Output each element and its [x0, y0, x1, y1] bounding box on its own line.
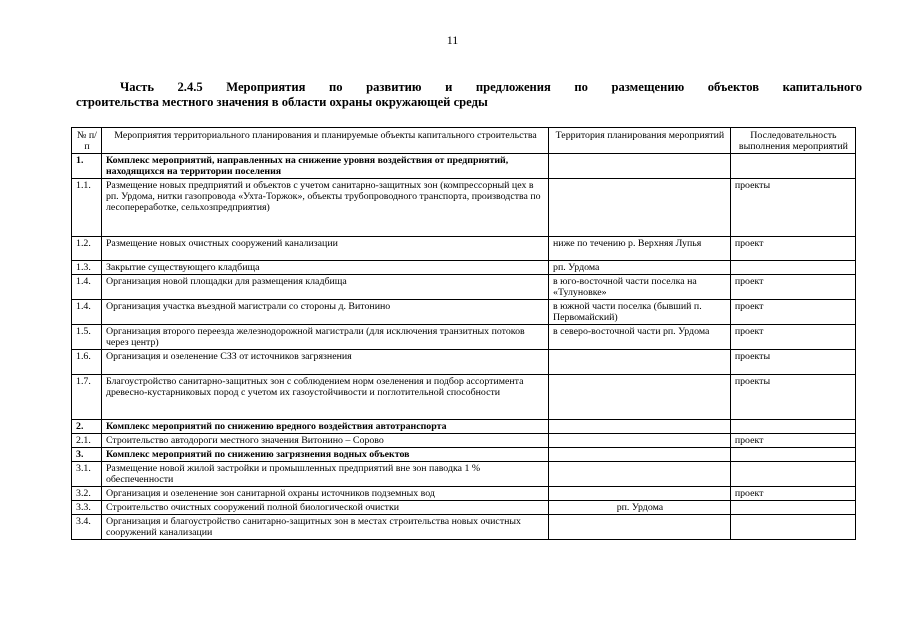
cell-territory: рп. Урдома — [549, 501, 731, 515]
cell-sequence: проект — [730, 325, 855, 350]
table-row — [72, 515, 856, 540]
cell-measure: Организация новой площадки для размещения кладбища — [101, 275, 548, 300]
table-row — [72, 448, 856, 462]
table-row — [72, 179, 856, 237]
cell-territory — [549, 350, 731, 375]
section-title — [76, 80, 862, 110]
cell-sequence: проекты — [730, 179, 855, 237]
cell-measure: Организация участка въездной магистрали со стороны д. Витонино — [101, 300, 548, 325]
cell-territory — [549, 154, 731, 179]
cell-num: 3.2. — [72, 487, 102, 501]
table-row — [72, 300, 856, 325]
cell-num: 1.2. — [72, 237, 102, 261]
measures-table — [71, 127, 856, 540]
cell-num: 2. — [72, 420, 102, 434]
header-measures: Мероприятия территориального планирования и планируемые объекты капитального строительства — [101, 128, 548, 154]
cell-sequence — [730, 420, 855, 434]
cell-num: 1.5. — [72, 325, 102, 350]
table-row — [72, 420, 856, 434]
cell-territory — [549, 434, 731, 448]
header-territory: Территория планирования мероприятий — [549, 128, 731, 154]
cell-measure: Комплекс мероприятий по снижению загрязнения водных объектов — [101, 448, 548, 462]
cell-measure: Организация второго переезда железнодорожной магистрали (для исключения транзитных потоков через центр) — [101, 325, 548, 350]
cell-sequence — [730, 261, 855, 275]
table-row — [72, 462, 856, 487]
table-row — [72, 501, 856, 515]
table-header-row — [72, 128, 856, 154]
cell-sequence — [730, 448, 855, 462]
cell-num: 1.4. — [72, 275, 102, 300]
cell-sequence — [730, 154, 855, 179]
page-number: 11 — [446, 33, 459, 47]
cell-measure: Организация и озеленение СЗЗ от источников загрязнения — [101, 350, 548, 375]
cell-measure: Строительство автодороги местного значения Витонино – Сорово — [101, 434, 548, 448]
cell-num: 1.4. — [72, 300, 102, 325]
table-row — [72, 375, 856, 420]
cell-sequence: проекты — [730, 375, 855, 420]
table-row — [72, 325, 856, 350]
cell-measure: Организация и благоустройство санитарно-защитных зон в местах строительства новых очистных сооружений канализации — [101, 515, 548, 540]
cell-territory — [549, 420, 731, 434]
cell-num: 1. — [72, 154, 102, 179]
cell-num: 3.4. — [72, 515, 102, 540]
table-row — [72, 275, 856, 300]
table-row — [72, 154, 856, 179]
cell-sequence: проект — [730, 487, 855, 501]
cell-measure: Организация и озеленение зон санитарной охраны источников подземных вод — [101, 487, 548, 501]
table-row — [72, 237, 856, 261]
cell-num: 1.7. — [72, 375, 102, 420]
cell-num: 2.1. — [72, 434, 102, 448]
cell-sequence: проект — [730, 300, 855, 325]
cell-territory: в южной части поселка (бывший п. Первомайский) — [549, 300, 731, 325]
cell-num: 3. — [72, 448, 102, 462]
cell-measure: Размещение новых предприятий и объектов с учетом санитарно-защитных зон (компрессорный цех в рп. Урдома, нитки газопровода «Ухта-Торжок», объекты трубопроводного транспорта, производства по лесопереработке, сельхозпредприятия) — [101, 179, 548, 237]
cell-territory: рп. Урдома — [549, 261, 731, 275]
header-num: № п/п — [72, 128, 102, 154]
table-row — [72, 434, 856, 448]
cell-territory — [549, 375, 731, 420]
cell-sequence: проекты — [730, 350, 855, 375]
cell-num: 3.3. — [72, 501, 102, 515]
cell-measure: Размещение новых очистных сооружений канализации — [101, 237, 548, 261]
cell-territory — [549, 462, 731, 487]
cell-measure: Закрытие существующего кладбища — [101, 261, 548, 275]
cell-measure: Комплекс мероприятий по снижению вредного воздействия автотранспорта — [101, 420, 548, 434]
cell-measure: Благоустройство санитарно-защитных зон с соблюдением норм озеленения и подбор ассортимента древесно-кустарниковых пород с учетом их газоустойчивости и поглотительной способности — [101, 375, 548, 420]
cell-sequence — [730, 515, 855, 540]
cell-sequence: проект — [730, 275, 855, 300]
cell-territory — [549, 515, 731, 540]
cell-num: 3.1. — [72, 462, 102, 487]
cell-sequence: проект — [730, 237, 855, 261]
cell-territory: в северо-восточной части рп. Урдома — [549, 325, 731, 350]
cell-territory — [549, 487, 731, 501]
table-row — [72, 261, 856, 275]
cell-sequence: проект — [730, 434, 855, 448]
section-title-line-2: строительства местного значения в области охраны окружающей среды — [76, 95, 488, 109]
cell-territory — [549, 448, 731, 462]
table-row — [72, 487, 856, 501]
cell-territory — [549, 179, 731, 237]
cell-measure: Комплекс мероприятий, направленных на снижение уровня воздействия от предприятий, находящихся на территории поселения — [101, 154, 548, 179]
cell-num: 1.6. — [72, 350, 102, 375]
cell-measure: Строительство очистных сооружений полной биологической очистки — [101, 501, 548, 515]
header-sequence: Последовательность выполнения мероприятий — [730, 128, 855, 154]
cell-territory: ниже по течению р. Верхняя Лупья — [549, 237, 731, 261]
cell-num: 1.1. — [72, 179, 102, 237]
cell-num: 1.3. — [72, 261, 102, 275]
cell-territory: в юго-восточной части поселка на «Тулуновке» — [549, 275, 731, 300]
table-row — [72, 350, 856, 375]
section-title-line-1: Часть 2.4.5 Мероприятия по развитию и предложения по размещению объектов капитального — [120, 80, 862, 94]
cell-measure: Размещение новой жилой застройки и промышленных предприятий вне зон паводка 1 % обеспеченности — [101, 462, 548, 487]
table-body — [72, 154, 856, 540]
cell-sequence — [730, 501, 855, 515]
cell-sequence — [730, 462, 855, 487]
